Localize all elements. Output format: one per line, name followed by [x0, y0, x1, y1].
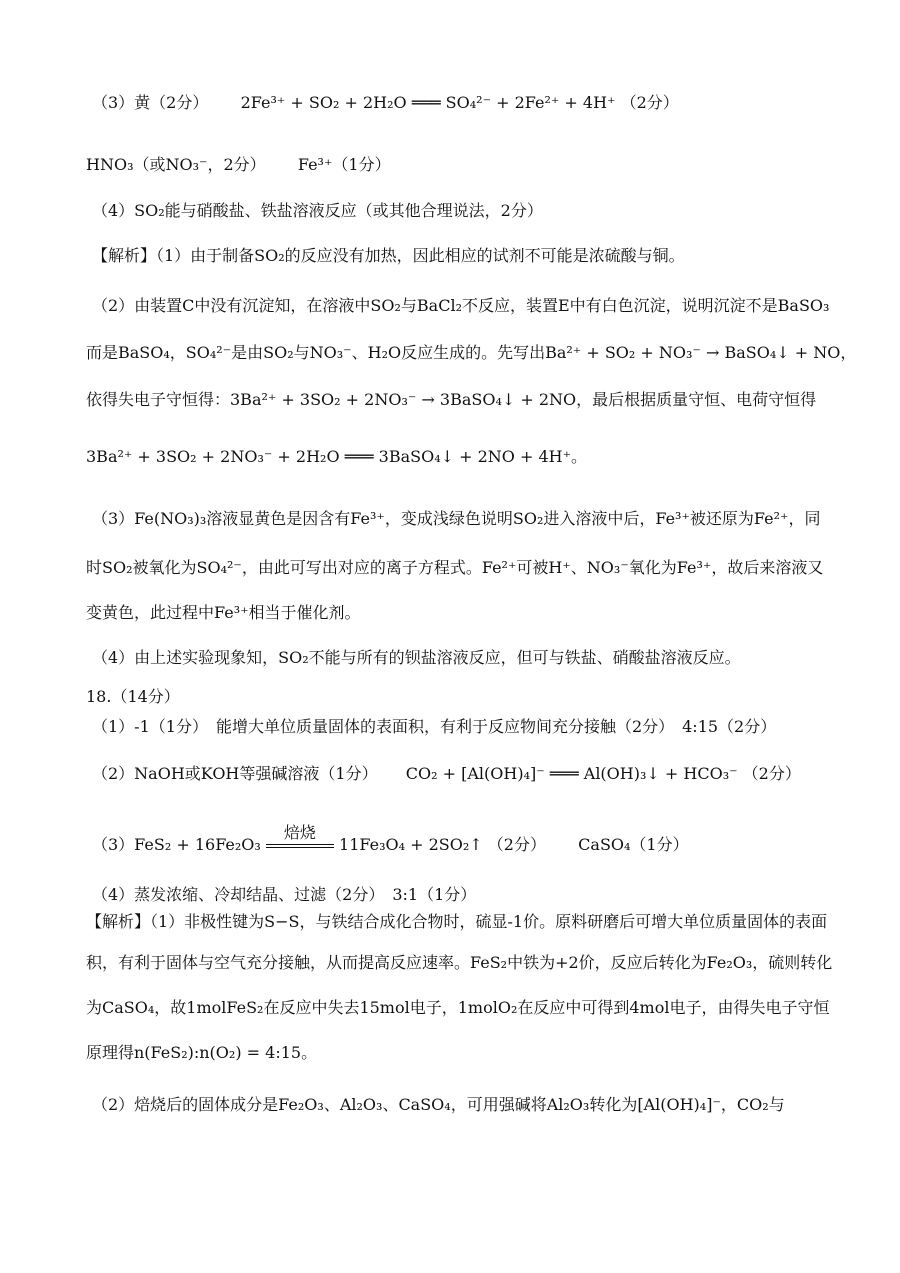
- byproduct-answer: CaSO₄（1分）: [578, 835, 689, 854]
- oxidant-answer: HNO₃（或NO₃⁻，2分）: [86, 155, 266, 174]
- ionic-equation: CO₂ + [Al(OH)₄]⁻ ═══ Al(OH)₃↓ + HCO₃⁻: [405, 764, 738, 783]
- analysis-line-2: （2）由装置C中没有沉淀知，在溶液中SO₂与BaCl₂不反应，装置E中有白色沉淀，说明沉淀不是BaSO₃: [92, 296, 830, 315]
- equation-right: 11Fe₃O₄ + 2SO₂↑: [339, 835, 483, 854]
- analysis-18-line-3: 为CaSO₄，故1molFeS₂在反应中失去15mol电子，1molO₂在反应中可得到4mol电子，由得失电子守恒: [86, 998, 830, 1017]
- analysis-line-7: 时SO₂被氧化为SO₄²⁻，由此可写出对应的离子方程式。Fe²⁺可被H⁺、NO₃⁻氧化为Fe³⁺，故后来溶液又: [86, 558, 824, 577]
- answer-label: （3）黄（2分）: [92, 93, 209, 112]
- answer-18-2: [92, 763, 840, 785]
- reaction-condition-arrow: [266, 822, 334, 848]
- analysis-line-5: 3Ba²⁺ + 3SO₂ + 2NO₃⁻ + 2H₂O ═══ 3BaSO₄↓ + 2NO + 4H⁺。: [86, 447, 588, 466]
- analysis-line-4: 依得失电子守恒得：3Ba²⁺ + 3SO₂ + 2NO₃⁻ → 3BaSO₄↓ + 2NO，最后根据质量守恒、电荷守恒得: [86, 390, 817, 409]
- analysis-18-line-4: 原理得n(FeS₂):n(O₂) = 4:15。: [86, 1043, 318, 1062]
- ionic-equation: 2Fe³⁺ + SO₂ + 2H₂O ═══ SO₄²⁻ + 2Fe²⁺ + 4H⁺: [240, 93, 616, 112]
- double-bar: [266, 844, 334, 848]
- answer-18-1: （1）-1（1分） 能增大单位质量固体的表面积，有利于反应物间充分接触（2分） 4:15（2分）: [92, 717, 777, 736]
- equation-left: （3）FeS₂ + 16Fe₂O₃: [92, 835, 261, 854]
- score-label: （2分）: [620, 93, 679, 112]
- analysis-line-1: 【解析】（1）由于制备SO₂的反应没有加热，因此相应的试剂不可能是浓硫酸与铜。: [92, 246, 685, 265]
- analysis-line-8: 变黄色，此过程中Fe³⁺相当于催化剂。: [86, 603, 361, 622]
- score-label: （2分）: [742, 764, 801, 783]
- analysis-line-9: （4）由上述实验现象知，SO₂不能与所有的钡盐溶液反应，但可与铁盐、硝酸盐溶液反应。: [92, 648, 741, 667]
- analysis-18-line-5: （2）焙烧后的固体成分是Fe₂O₃、Al₂O₃、CaSO₄，可用强碱将Al₂O₃转化为[Al(OH)₄]⁻，CO₂与: [92, 1095, 785, 1114]
- answer-18-4: （4）蒸发浓缩、冷却结晶、过滤（2分） 3:1（1分）: [92, 885, 477, 904]
- answer-line-3: [92, 92, 840, 114]
- answer-label: （2）NaOH或KOH等强碱溶液（1分）: [92, 764, 378, 783]
- score-label: （2分）: [487, 835, 546, 854]
- analysis-line-3: 而是BaSO₄，SO₄²⁻是由SO₂与NO₃⁻、H₂O反应生成的。先写出Ba²⁺ + SO₂ + NO₃⁻ → BaSO₄↓ + NO，: [86, 343, 857, 362]
- analysis-18-line-2: 积，有利于固体与空气充分接触，从而提高反应速率。FeS₂中铁为+2价，反应后转化为Fe₂O₃，硫则转化: [86, 953, 833, 972]
- answer-18-3: [92, 822, 840, 856]
- answer-line-4: （4）SO₂能与硝酸盐、铁盐溶液反应（或其他合理说法，2分）: [92, 201, 543, 220]
- question-18-heading: 18.（14分）: [86, 687, 180, 706]
- analysis-line-6: （3）Fe(NO₃)₃溶液显黄色是因含有Fe³⁺，变成浅绿色说明SO₂进入溶液中后，Fe³⁺被还原为Fe²⁺，同: [92, 509, 821, 528]
- catalyst-answer: Fe³⁺（1分）: [297, 155, 391, 174]
- answer-line-oxidant: [86, 154, 840, 176]
- condition-label: 焙烧: [283, 822, 316, 842]
- analysis-18-line-1: 【解析】（1）非极性键为S−S，与铁结合成化合物时，硫显-1价。原料研磨后可增大单位质量固体的表面: [86, 912, 828, 931]
